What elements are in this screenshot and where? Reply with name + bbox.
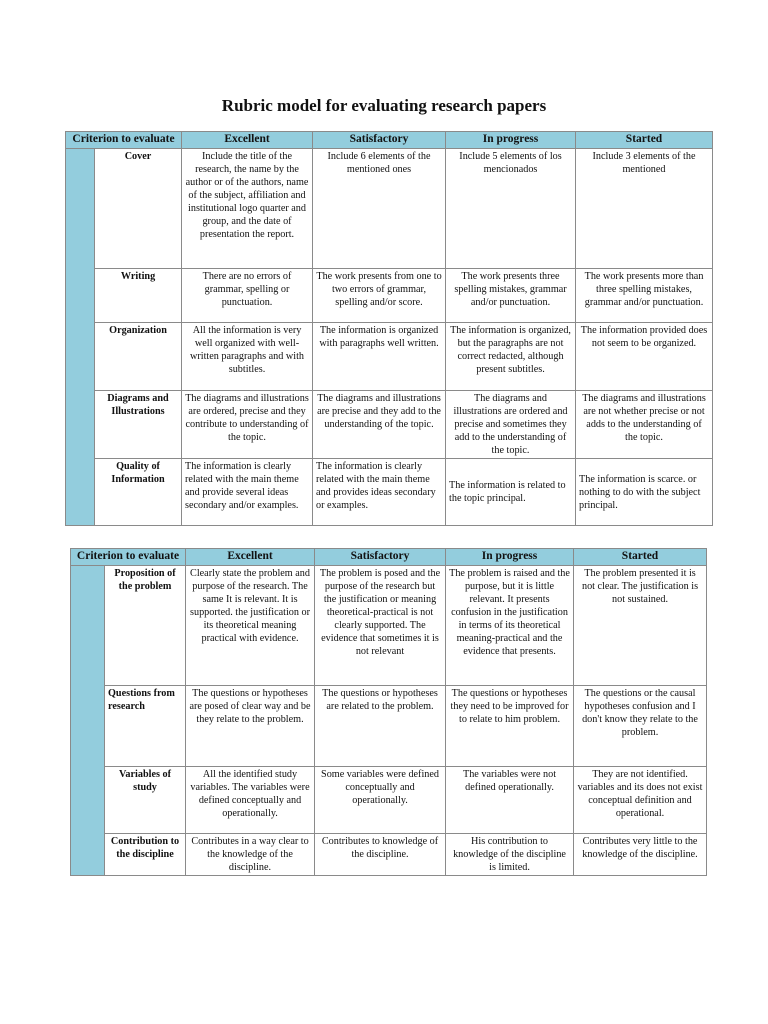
header-excellent: Excellent: [186, 549, 315, 566]
table-row: [66, 269, 713, 323]
table-row: [66, 323, 713, 391]
header-criterion: Criterion to evaluate: [71, 549, 186, 566]
rubric-cell: There are no errors of grammar, spelling or punctuation.: [182, 269, 313, 323]
rubric-cell: The diagrams and illustrations are ordered, precise and they contribute to understanding of the topic.: [182, 391, 313, 459]
table-row: [71, 767, 707, 834]
section-label-introduccion: [71, 566, 105, 876]
rubric-cell: All the information is very well organized with well-written paragraphs and with subtitles.: [182, 323, 313, 391]
rubric-cell: The information is clearly related with the main theme and provide several ideas secondary and/or examples.: [182, 459, 313, 526]
rubric-cell: His contribution to knowledge of the discipline is limited.: [446, 834, 574, 876]
document-title: Rubric model for evaluating research papers: [221, 96, 547, 115]
rubric-cell: The problem is posed and the purpose of the research but the justification or meaning theoretical-practical is not clearly supported. The evidence that sometimes it is not relevant: [315, 566, 446, 686]
rubric-cell: They are not identified. variables and its does not exist conceptual definition and operational.: [574, 767, 707, 834]
criterion-label: Organization: [95, 323, 182, 391]
rubric-cell: The information is organized, but the paragraphs are not correct redacted, although present subtitles.: [446, 323, 576, 391]
header-started: Started: [576, 132, 713, 149]
rubric-cell: Contributes to knowledge of the discipline.: [315, 834, 446, 876]
header-in-progress: In progress: [446, 132, 576, 149]
rubric-cell: The questions or hypotheses they need to be improved for to relate to him problem.: [446, 686, 574, 767]
rubric-cell: The information provided does not seem to be organized.: [576, 323, 713, 391]
rubric-cell: The work presents more than three spelling mistakes, grammar and/or punctuation.: [576, 269, 713, 323]
rubric-cell: Include 6 elements of the mentioned ones: [313, 149, 446, 269]
table-row: [71, 686, 707, 767]
rubric-cell: Include the title of the research, the name by the author or of the authors, name of the subject, affiliation and institutional logo quarter and group, and the date of presentation the report.: [182, 149, 313, 269]
rubric-table-formato: [65, 131, 713, 526]
rubric-cell: Some variables were defined conceptually and operationally.: [315, 767, 446, 834]
rubric-cell: The information is scarce. or nothing to do with the subject principal.: [576, 459, 713, 526]
table-row: [66, 391, 713, 459]
rubric-cell: All the identified study variables. The variables were defined conceptually and operationally.: [186, 767, 315, 834]
rubric-cell: The diagrams and illustrations are not whether precise or not adds to the understanding of the topic.: [576, 391, 713, 459]
criterion-label: Contribution to the discipline: [105, 834, 186, 876]
rubric-cell: The diagrams and illustrations are precise and they add to the understanding of the topic.: [313, 391, 446, 459]
table-row: [71, 566, 707, 686]
rubric-cell: The questions or hypotheses are related to the problem.: [315, 686, 446, 767]
rubric-cell: The information is related to the topic principal.: [446, 459, 576, 526]
rubric-cell: The variables were not defined operationally.: [446, 767, 574, 834]
rubric-cell: Clearly state the problem and purpose of the research. The same It is relevant. It is supported. the justification or its theoretical meaning practical with evidence.: [186, 566, 315, 686]
criterion-label: Cover: [95, 149, 182, 269]
rubric-cell: The problem is raised and the purpose, but it is little relevant. It presents confusion in the justification in terms of its theoretical meaning-practical and the evidence that presents.: [446, 566, 574, 686]
section-label-formato: [66, 149, 95, 526]
rubric-cell: The questions or the causal hypotheses confusion and I don't know they relate to the problem.: [574, 686, 707, 767]
table-row: [66, 149, 713, 269]
criterion-label: Proposition of the problem: [105, 566, 186, 686]
criterion-label: Questions from research: [105, 686, 186, 767]
rubric-table-introduccion: [70, 548, 707, 876]
rubric-cell: The diagrams and illustrations are ordered and precise and sometimes they add to the understanding of the topic.: [446, 391, 576, 459]
header-excellent: Excellent: [182, 132, 313, 149]
rubric-cell: Include 5 elements of los mencionados: [446, 149, 576, 269]
rubric-cell: Contributes very little to the knowledge of the discipline.: [574, 834, 707, 876]
header-satisfactory: Satisfactory: [313, 132, 446, 149]
header-started: Started: [574, 549, 707, 566]
header-in-progress: In progress: [446, 549, 574, 566]
rubric-cell: The work presents three spelling mistakes, grammar and/or punctuation.: [446, 269, 576, 323]
rubric-cell: Include 3 elements of the mentioned: [576, 149, 713, 269]
header-criterion: Criterion to evaluate: [66, 132, 182, 149]
header-satisfactory: Satisfactory: [315, 549, 446, 566]
criterion-label: Writing: [95, 269, 182, 323]
rubric-cell: The problem presented it is not clear. The justification is not sustained.: [574, 566, 707, 686]
criterion-label: Quality of Information: [95, 459, 182, 526]
criterion-label: Variables of study: [105, 767, 186, 834]
header-row: [66, 132, 713, 149]
rubric-cell: The information is clearly related with the main theme and provides ideas secondary or examples.: [313, 459, 446, 526]
rubric-cell: The questions or hypotheses are posed of clear way and be they relate to the problem.: [186, 686, 315, 767]
rubric-cell: Contributes in a way clear to the knowledge of the discipline.: [186, 834, 315, 876]
rubric-cell: The information is organized with paragraphs well written.: [313, 323, 446, 391]
criterion-label: Diagrams and Illustrations: [95, 391, 182, 459]
table-row: [71, 834, 707, 876]
rubric-cell: The work presents from one to two errors of grammar, spelling and/or score.: [313, 269, 446, 323]
header-row: [71, 549, 707, 566]
table-row: [66, 459, 713, 526]
